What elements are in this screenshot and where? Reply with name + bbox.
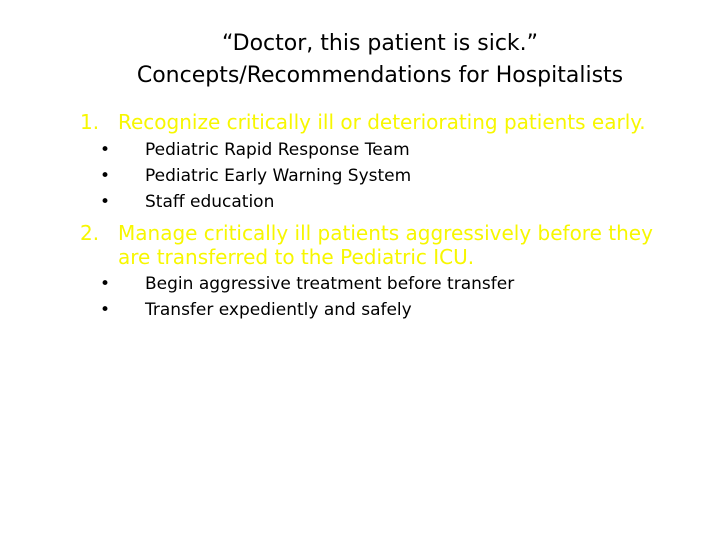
- point-2-text: Manage critically ill patients aggressively before they are transferred to the Pediatric ICU.: [118, 221, 653, 269]
- bullet-icon: •: [100, 166, 111, 186]
- point-1-text: Recognize critically ill or deteriorating patients early.: [118, 110, 646, 134]
- bullet-text: Transfer expediently and safely: [145, 300, 412, 320]
- bullet-text: Begin aggressive treatment before transfer: [145, 274, 515, 294]
- bullet-text: Staff education: [145, 192, 275, 212]
- list-item: [100, 137, 660, 163]
- bullet-icon: •: [100, 140, 111, 160]
- list-item: [100, 297, 660, 323]
- point-1-number: 1.: [80, 110, 100, 134]
- bullet-icon: •: [100, 192, 111, 212]
- point-2-bullets: [100, 271, 660, 323]
- point-2: [80, 221, 680, 269]
- bullet-text: Pediatric Rapid Response Team: [145, 140, 410, 160]
- slide-title-line-1: “Doctor, this patient is sick.”: [221, 31, 539, 56]
- bullet-icon: •: [100, 274, 111, 294]
- point-1: [80, 110, 680, 134]
- list-item: [100, 271, 660, 297]
- bullet-text: Pediatric Early Warning System: [145, 166, 412, 186]
- list-item: [100, 189, 660, 215]
- bullet-icon: •: [100, 300, 111, 320]
- slide-title-line-2: Concepts/Recommendations for Hospitalists: [136, 63, 624, 88]
- list-item: [100, 163, 660, 189]
- point-2-number: 2.: [80, 221, 100, 245]
- slide-title: [0, 28, 720, 92]
- point-1-bullets: [100, 137, 660, 215]
